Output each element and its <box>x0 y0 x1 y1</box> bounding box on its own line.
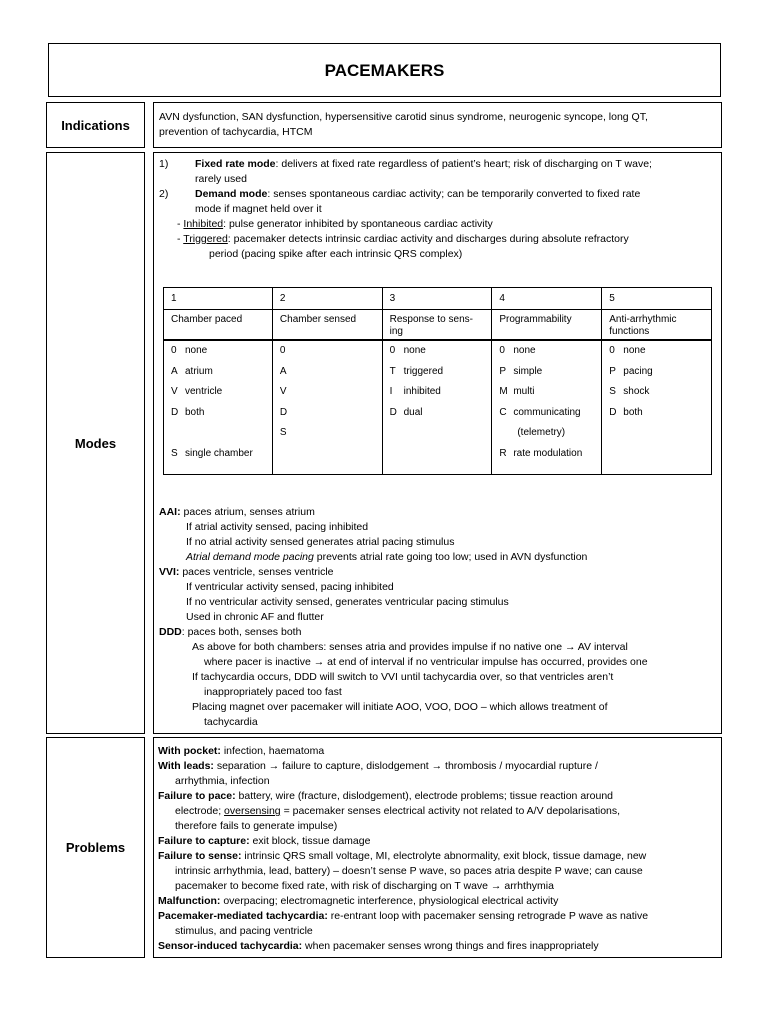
code-entry <box>280 382 375 403</box>
code-letter: V <box>279 386 287 397</box>
code-meaning: both <box>185 406 205 418</box>
problem-failure-to-pace: Failure to pace: battery, wire (fracture, dislodgement), electrode problems; tissue reaction around <box>158 790 614 802</box>
code-entry <box>171 362 265 383</box>
indications-line: prevention of tachycardia, HTCM <box>159 126 313 138</box>
problems-content <box>153 737 722 958</box>
code-letter: A <box>171 365 178 377</box>
ddd-line: tachycardia <box>204 716 258 728</box>
code-entry <box>609 403 704 424</box>
code-letter: P <box>499 365 507 377</box>
table-header-row <box>164 310 712 341</box>
code-meaning: pacing <box>623 365 653 377</box>
code-entry <box>171 341 265 362</box>
column-header: Anti-arrhythmic functions <box>602 310 712 341</box>
aai-line: If atrial activity sensed, pacing inhibited <box>186 521 369 533</box>
fixed-rate-mode-desc: : delivers at fixed rate regardless of patient’s heart; risk of discharging on T wave; <box>275 158 652 170</box>
code-letter: 0 <box>609 345 615 356</box>
code-letter: P <box>609 365 616 377</box>
code-meaning: triggered <box>403 365 444 377</box>
code-entry <box>609 341 704 362</box>
problem-malfunction: Malfunction: overpacing; electromagnetic interference, physiological electrical activity <box>158 895 559 907</box>
code-letter: 0 <box>171 345 177 356</box>
code-meaning: inhibited <box>403 386 441 397</box>
ddd-line: If tachycardia occurs, DDD will switch to VVI until tachycardia over, so that ventricles aren’t <box>192 671 614 683</box>
code-entry <box>499 403 594 424</box>
problem-failure-to-sense-cont: intrinsic arrhythmia, lead, battery) – doesn’t sense P wave, so paces atria despite P wave; can cause <box>175 865 643 877</box>
ddd-line: Placing magnet over pacemaker will initiate AOO, VOO, DOO – which allows treatment of <box>192 701 608 713</box>
problem-pocket: With pocket: infection, haematoma <box>158 745 325 757</box>
code-letter: S <box>609 386 616 397</box>
problem-leads: With leads: separation → failure to capture, dislodgement → thrombosis / myocardial rupture / <box>158 760 598 772</box>
ddd-line: inappropriately paced too fast <box>204 686 342 698</box>
list-number: 1) <box>159 158 169 170</box>
code-letter: D <box>389 406 397 418</box>
code-meaning: none <box>513 345 536 356</box>
code-entry <box>280 362 375 383</box>
fixed-rate-mode-cont: rarely used <box>195 173 247 185</box>
triggered-desc: : pacemaker detects intrinsic cardiac activity and discharges during absolute refractory <box>227 233 629 245</box>
code-letter: 0 <box>389 345 396 356</box>
code-letter: D <box>609 406 617 418</box>
problem-sensor-induced: Sensor-induced tachycardia: when pacemaker senses wrong things and fires inappropriately <box>158 940 599 952</box>
problem-failure-to-pace-cont: electrode; oversensing = pacemaker senses electrical activity not related to A/V depolarisations, <box>175 805 621 817</box>
problem-failure-to-capture: Failure to capture: exit block, tissue damage <box>158 835 371 847</box>
code-meaning: communicating <box>513 406 581 418</box>
code-entry <box>280 403 375 424</box>
triggered-cont: period (pacing spike after each intrinsic QRS complex) <box>209 248 463 260</box>
code-letter: S <box>171 447 178 459</box>
code-letter: I <box>389 386 393 397</box>
code-meaning: dual <box>403 406 423 418</box>
code-letter: M <box>499 386 508 397</box>
inhibited-item: - Inhibited: pulse generator inhibited by spontaneous cardiac activity <box>177 218 493 230</box>
fixed-rate-mode-item <box>159 157 716 172</box>
table-cell: 1 <box>164 288 273 310</box>
code-meaning: (telemetry) <box>517 427 566 438</box>
column-header: Chamber sensed <box>272 310 382 341</box>
list-number: 2) <box>159 188 169 200</box>
triggered-term: Triggered <box>183 233 228 245</box>
code-entry <box>171 403 265 424</box>
problems-label-cell <box>46 737 145 958</box>
code-letter: S <box>279 427 287 438</box>
code-letter: C <box>499 406 507 418</box>
fixed-rate-mode-term: Fixed rate mode <box>195 158 276 170</box>
code-entry <box>499 444 594 465</box>
problems-label: Problems <box>65 840 126 855</box>
indications-line: AVN dysfunction, SAN dysfunction, hypersensitive carotid sinus syndrome, neurogenic syncope, long QT, <box>159 111 648 123</box>
code-meaning: ventricle <box>185 386 223 397</box>
code-entry <box>609 362 704 383</box>
code-letter: T <box>389 365 396 377</box>
code-meaning: shock <box>623 386 650 397</box>
programmability-values <box>492 340 602 474</box>
aai-line: Atrial demand mode pacing prevents atrial rate going too low; used in AVN dysfunction <box>186 551 588 563</box>
code-letter: 0 <box>499 345 505 356</box>
code-meaning: none <box>185 345 208 356</box>
vvi-line: Used in chronic AF and flutter <box>186 611 324 623</box>
code-meaning: rate modulation <box>513 447 583 459</box>
code-letter: 0 <box>279 345 286 356</box>
modes-label-cell <box>46 152 145 734</box>
problem-failure-to-sense-cont: pacemaker to become fixed rate, with risk of discharging on T wave → arrhthymia <box>175 880 554 892</box>
code-entry <box>171 423 265 444</box>
table-row <box>164 340 712 474</box>
page-title: PACEMAKERS <box>324 60 445 80</box>
aai-heading: AAI: paces atrium, senses atrium <box>159 506 315 518</box>
demand-mode-cont: mode if magnet held over it <box>195 203 322 215</box>
code-meaning: multi <box>513 386 535 397</box>
column-header: Chamber paced <box>164 310 273 341</box>
chamber-paced-values <box>164 340 273 474</box>
code-entry <box>609 382 704 403</box>
vvi-line: If no ventricular activity sensed, generates ventricular pacing stimulus <box>186 596 509 608</box>
table-cell: 3 <box>382 288 492 310</box>
code-letter: R <box>499 447 507 459</box>
vvi-line: If ventricular activity sensed, pacing inhibited <box>186 581 394 593</box>
mode-descriptions <box>159 505 716 730</box>
code-entry <box>499 382 594 403</box>
table-cell: 4 <box>492 288 602 310</box>
problem-pmt-cont: stimulus, and pacing ventricle <box>175 925 313 937</box>
modes-label: Modes <box>74 435 117 451</box>
indications-label: Indications <box>61 117 130 133</box>
code-entry <box>390 362 485 383</box>
code-meaning: single chamber <box>185 447 253 459</box>
code-meaning: both <box>623 406 643 418</box>
title-box <box>48 43 721 97</box>
table-cell: 5 <box>602 288 712 310</box>
vvi-heading: VVI: paces ventricle, senses ventricle <box>159 566 334 578</box>
ddd-line: where pacer is inactive → at end of interval if no ventricular impulse has occurred, provides one <box>204 656 648 668</box>
problem-failure-to-sense: Failure to sense: intrinsic QRS small voltage, MI, electrolyte abnormality, exit block, tissue damage, new <box>158 850 647 862</box>
code-letter: V <box>171 386 178 397</box>
indications-label-cell <box>46 102 145 148</box>
response-values <box>382 340 492 474</box>
inhibited-term: Inhibited <box>183 218 224 230</box>
code-meaning: atrium <box>185 365 213 377</box>
problem-leads-cont: arrhythmia, infection <box>175 775 270 787</box>
column-header: Programmability <box>492 310 602 341</box>
demand-mode-item <box>159 187 716 202</box>
code-entry <box>499 423 594 444</box>
modes-content <box>153 152 722 734</box>
code-entry <box>280 341 375 362</box>
chamber-sensed-values <box>272 340 382 474</box>
code-letter: D <box>279 406 288 418</box>
code-entry <box>280 423 375 444</box>
triggered-item: - Triggered: pacemaker detects intrinsic cardiac activity and discharges during absolute refractory <box>177 233 629 245</box>
column-header: Response to sens- ing <box>382 310 492 341</box>
table-row <box>164 288 712 310</box>
ddd-heading: DDD: paces both, senses both <box>159 626 302 638</box>
demand-mode-desc: : senses spontaneous cardiac activity; can be temporarily converted to fixed rate <box>267 188 641 200</box>
code-entry <box>390 403 485 424</box>
aai-line: If no atrial activity sensed generates atrial pacing stimulus <box>186 536 455 548</box>
anti-arrhythmic-values <box>602 340 712 474</box>
code-entry <box>390 382 485 403</box>
code-meaning: none <box>623 345 646 356</box>
code-meaning: none <box>403 345 426 356</box>
code-entry <box>171 444 265 465</box>
code-letter: A <box>279 365 287 377</box>
code-meaning: simple <box>513 365 543 377</box>
inhibited-desc: : pulse generator inhibited by spontaneous cardiac activity <box>223 218 493 230</box>
problem-failure-to-pace-cont: therefore fails to generate impulse) <box>175 820 338 832</box>
demand-mode-term: Demand mode <box>195 188 268 200</box>
code-entry <box>499 341 594 362</box>
problem-pmt: Pacemaker-mediated tachycardia: re-entrant loop with pacemaker sensing retrograde P wave as native <box>158 910 649 922</box>
code-entry <box>171 382 265 403</box>
code-entry <box>499 362 594 383</box>
ddd-line: As above for both chambers: senses atria and provides impulse if no native one → AV interval <box>192 641 628 653</box>
code-entry <box>390 341 485 362</box>
code-letter: D <box>171 406 179 418</box>
pacemaker-code-table <box>163 287 712 475</box>
table-cell: 2 <box>272 288 382 310</box>
indications-content <box>153 102 722 148</box>
